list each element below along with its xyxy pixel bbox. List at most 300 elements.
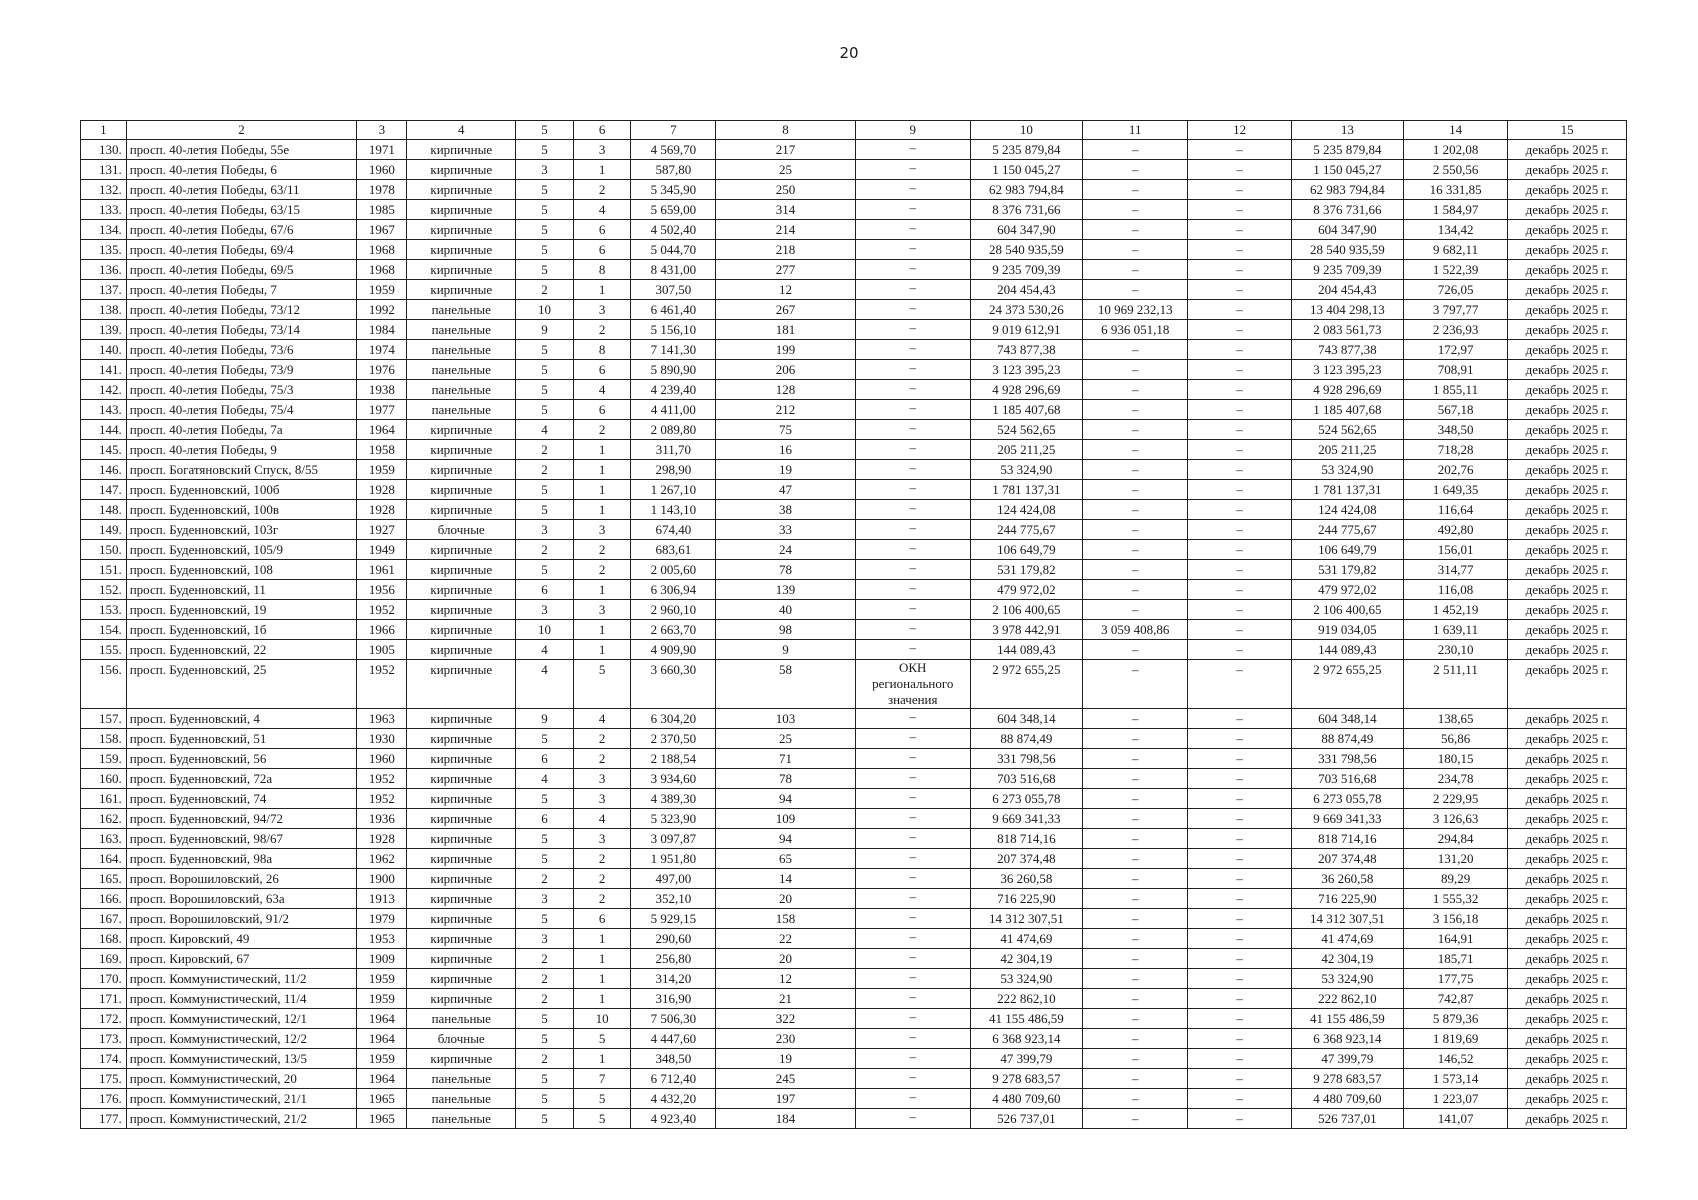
table-cell: 4: [573, 380, 631, 400]
table-cell: 703 516,68: [1291, 769, 1403, 789]
table-cell: 62 983 794,84: [970, 180, 1082, 200]
table-cell: –: [1082, 500, 1188, 520]
table-row: [81, 300, 1627, 320]
table-cell: 41 474,69: [1291, 929, 1403, 949]
table-row: [81, 160, 1627, 180]
table-cell: 1: [573, 460, 631, 480]
table-cell: –: [855, 989, 970, 1009]
table-cell: декабрь 2025 г.: [1508, 160, 1627, 180]
table-cell: 4 928 296,69: [1291, 380, 1403, 400]
table-cell: –: [1188, 849, 1291, 869]
table-cell: –: [855, 1009, 970, 1029]
table-cell: –: [1082, 1089, 1188, 1109]
table-cell: 1964: [357, 420, 407, 440]
table-cell: просп. Буденновский, 1б: [126, 620, 357, 640]
table-cell: 156,01: [1403, 540, 1507, 560]
table-cell: просп. Буденновский, 103г: [126, 520, 357, 540]
table-cell: 1967: [357, 220, 407, 240]
table-cell: –: [1188, 949, 1291, 969]
table-cell: декабрь 2025 г.: [1508, 140, 1627, 160]
table-cell: 42 304,19: [1291, 949, 1403, 969]
table-cell: кирпичные: [407, 160, 516, 180]
table-cell: 5: [516, 1089, 574, 1109]
table-cell: –: [1082, 560, 1188, 580]
table-cell: 716 225,90: [1291, 889, 1403, 909]
table-cell: 56,86: [1403, 729, 1507, 749]
table-cell: 5: [516, 340, 574, 360]
table-cell: 1960: [357, 749, 407, 769]
table-cell: декабрь 2025 г.: [1508, 540, 1627, 560]
table-cell: 2: [573, 729, 631, 749]
table-cell: 152.: [81, 580, 127, 600]
table-cell: –: [1082, 400, 1188, 420]
table-cell: 5: [516, 380, 574, 400]
table-cell: 136.: [81, 260, 127, 280]
table-cell: декабрь 2025 г.: [1508, 300, 1627, 320]
table-cell: ОКН регионального значения: [855, 660, 970, 709]
table-cell: 2 089,80: [631, 420, 716, 440]
table-cell: 5: [516, 360, 574, 380]
table-cell: 164,91: [1403, 929, 1507, 949]
table-cell: просп. Буденновский, 100б: [126, 480, 357, 500]
table-cell: 204 454,43: [970, 280, 1082, 300]
table-cell: 1: [573, 929, 631, 949]
table-cell: 153.: [81, 600, 127, 620]
table-cell: 170.: [81, 969, 127, 989]
table-cell: 177,75: [1403, 969, 1507, 989]
table-cell: 3: [516, 889, 574, 909]
table-cell: 4: [516, 769, 574, 789]
table-row: [81, 729, 1627, 749]
table-cell: 6: [573, 360, 631, 380]
table-row: [81, 140, 1627, 160]
table-cell: 1958: [357, 440, 407, 460]
table-cell: 10: [516, 300, 574, 320]
table-row: [81, 909, 1627, 929]
table-cell: 14 312 307,51: [1291, 909, 1403, 929]
table-cell: 6 273 055,78: [1291, 789, 1403, 809]
table-cell: 331 798,56: [970, 749, 1082, 769]
table-cell: 1965: [357, 1109, 407, 1129]
table-cell: 176.: [81, 1089, 127, 1109]
table-cell: блочные: [407, 520, 516, 540]
table-cell: 1966: [357, 620, 407, 640]
table-cell: 9 278 683,57: [1291, 1069, 1403, 1089]
table-cell: –: [1188, 1029, 1291, 1049]
table-cell: 71: [716, 749, 855, 769]
table-cell: 2: [516, 989, 574, 1009]
table-cell: –: [855, 809, 970, 829]
table-cell: 2 083 561,73: [1291, 320, 1403, 340]
table-cell: 1952: [357, 789, 407, 809]
table-cell: –: [1082, 640, 1188, 660]
table-cell: 174.: [81, 1049, 127, 1069]
table-cell: 144.: [81, 420, 127, 440]
table-cell: –: [855, 580, 970, 600]
table-cell: 2 370,50: [631, 729, 716, 749]
table-cell: 3: [573, 600, 631, 620]
table-row: [81, 709, 1627, 729]
table-row: [81, 1069, 1627, 1089]
table-cell: просп. Буденновский, 98/67: [126, 829, 357, 849]
table-cell: –: [1188, 809, 1291, 829]
table-cell: 1: [573, 160, 631, 180]
table-cell: кирпичные: [407, 869, 516, 889]
table-cell: декабрь 2025 г.: [1508, 320, 1627, 340]
table-cell: –: [855, 869, 970, 889]
table-cell: 139: [716, 580, 855, 600]
table-cell: 1: [573, 280, 631, 300]
table-row: [81, 989, 1627, 1009]
table-cell: 718,28: [1403, 440, 1507, 460]
table-cell: декабрь 2025 г.: [1508, 440, 1627, 460]
table-cell: 294,84: [1403, 829, 1507, 849]
table-cell: 169.: [81, 949, 127, 969]
table-cell: 165.: [81, 869, 127, 889]
table-cell: 6: [516, 749, 574, 769]
table-cell: –: [1188, 540, 1291, 560]
table-cell: 1968: [357, 260, 407, 280]
table-cell: –: [855, 949, 970, 969]
table-cell: кирпичные: [407, 889, 516, 909]
table-cell: 204 454,43: [1291, 280, 1403, 300]
table-cell: декабрь 2025 г.: [1508, 849, 1627, 869]
table-cell: кирпичные: [407, 200, 516, 220]
table-cell: 298,90: [631, 460, 716, 480]
table-cell: 6: [573, 240, 631, 260]
table-cell: –: [855, 1089, 970, 1109]
table-cell: –: [1188, 1089, 1291, 1109]
table-cell: просп. Богатяновский Спуск, 8/55: [126, 460, 357, 480]
table-cell: 3 059 408,86: [1082, 620, 1188, 640]
table-cell: 3 126,63: [1403, 809, 1507, 829]
table-cell: панельные: [407, 1109, 516, 1129]
table-row: [81, 580, 1627, 600]
table-cell: кирпичные: [407, 440, 516, 460]
table-cell: 1927: [357, 520, 407, 540]
table-cell: 5: [573, 1109, 631, 1129]
table-cell: 4: [573, 809, 631, 829]
table-cell: 21: [716, 989, 855, 1009]
table-cell: 2 550,56: [1403, 160, 1507, 180]
table-cell: –: [1082, 200, 1188, 220]
table-cell: просп. Кировский, 67: [126, 949, 357, 969]
table-cell: декабрь 2025 г.: [1508, 829, 1627, 849]
table-cell: просп. 40-летия Победы, 73/9: [126, 360, 357, 380]
table-cell: 181: [716, 320, 855, 340]
table-cell: 9 682,11: [1403, 240, 1507, 260]
table-cell: –: [855, 620, 970, 640]
table-cell: 9 669 341,33: [1291, 809, 1403, 829]
table-cell: –: [1188, 600, 1291, 620]
table-cell: 267: [716, 300, 855, 320]
table-cell: 5 879,36: [1403, 1009, 1507, 1029]
table-cell: 13 404 298,13: [1291, 300, 1403, 320]
table-cell: 2 005,60: [631, 560, 716, 580]
table-cell: 2 236,93: [1403, 320, 1507, 340]
table-cell: 109: [716, 809, 855, 829]
table-cell: –: [1082, 140, 1188, 160]
table-cell: 53 324,90: [1291, 460, 1403, 480]
table-cell: 277: [716, 260, 855, 280]
table-cell: 9 019 612,91: [970, 320, 1082, 340]
table-cell: 2: [573, 180, 631, 200]
table-cell: 2: [516, 440, 574, 460]
table-cell: 14: [716, 869, 855, 889]
table-cell: декабрь 2025 г.: [1508, 1109, 1627, 1129]
table-cell: 4 411,00: [631, 400, 716, 420]
table-cell: 149.: [81, 520, 127, 540]
table-cell: кирпичные: [407, 540, 516, 560]
table-cell: 5: [516, 849, 574, 869]
table-cell: –: [1188, 989, 1291, 1009]
table-cell: 1 819,69: [1403, 1029, 1507, 1049]
table-row: [81, 640, 1627, 660]
table-cell: 604 347,90: [970, 220, 1082, 240]
table-cell: –: [1188, 300, 1291, 320]
table-cell: 1 267,10: [631, 480, 716, 500]
table-cell: декабрь 2025 г.: [1508, 769, 1627, 789]
table-cell: –: [855, 909, 970, 929]
table-cell: 703 516,68: [970, 769, 1082, 789]
table-row: [81, 1029, 1627, 1049]
table-row: [81, 600, 1627, 620]
table-cell: просп. 40-летия Победы, 67/6: [126, 220, 357, 240]
table-cell: кирпичные: [407, 769, 516, 789]
table-cell: просп. Буденновский, 11: [126, 580, 357, 600]
table-cell: 20: [716, 949, 855, 969]
table-cell: просп. Коммунистический, 12/2: [126, 1029, 357, 1049]
table-cell: 1979: [357, 909, 407, 929]
table-cell: 256,80: [631, 949, 716, 969]
table-row: [81, 829, 1627, 849]
table-row: [81, 460, 1627, 480]
column-number-cell: 14: [1403, 121, 1507, 140]
table-cell: 172,97: [1403, 340, 1507, 360]
table-cell: 89,29: [1403, 869, 1507, 889]
table-cell: 205 211,25: [970, 440, 1082, 460]
table-cell: 348,50: [1403, 420, 1507, 440]
table-cell: декабрь 2025 г.: [1508, 200, 1627, 220]
table-cell: 139.: [81, 320, 127, 340]
table-cell: кирпичные: [407, 140, 516, 160]
table-cell: –: [1082, 1049, 1188, 1069]
table-cell: 2: [516, 1049, 574, 1069]
table-cell: –: [1188, 709, 1291, 729]
table-cell: –: [1082, 829, 1188, 849]
table-cell: 138.: [81, 300, 127, 320]
table-cell: –: [1082, 1009, 1188, 1029]
table-row: [81, 889, 1627, 909]
table-cell: 331 798,56: [1291, 749, 1403, 769]
table-cell: декабрь 2025 г.: [1508, 909, 1627, 929]
table-cell: –: [1082, 480, 1188, 500]
table-cell: 3 660,30: [631, 660, 716, 709]
table-cell: –: [1188, 280, 1291, 300]
table-cell: –: [855, 769, 970, 789]
table-cell: 1 781 137,31: [970, 480, 1082, 500]
table-cell: 4 389,30: [631, 789, 716, 809]
table-cell: –: [1082, 749, 1188, 769]
table-cell: 250: [716, 180, 855, 200]
table-cell: декабрь 2025 г.: [1508, 280, 1627, 300]
table-cell: 184: [716, 1109, 855, 1129]
table-cell: –: [1188, 729, 1291, 749]
table-cell: –: [855, 709, 970, 729]
table-cell: 171.: [81, 989, 127, 1009]
table-cell: 62 983 794,84: [1291, 180, 1403, 200]
table-cell: 5: [516, 1029, 574, 1049]
table-cell: 6 368 923,14: [1291, 1029, 1403, 1049]
table-cell: просп. Буденновский, 105/9: [126, 540, 357, 560]
table-cell: –: [1082, 220, 1188, 240]
table-cell: 3: [573, 300, 631, 320]
table-cell: декабрь 2025 г.: [1508, 1069, 1627, 1089]
table-cell: –: [855, 789, 970, 809]
table-cell: кирпичные: [407, 789, 516, 809]
table-cell: –: [1082, 540, 1188, 560]
table-cell: –: [1188, 560, 1291, 580]
table-cell: 5: [516, 789, 574, 809]
table-cell: 222 862,10: [1291, 989, 1403, 1009]
table-cell: 1905: [357, 640, 407, 660]
table-cell: –: [855, 440, 970, 460]
table-cell: 22: [716, 929, 855, 949]
table-cell: просп. Буденновский, 22: [126, 640, 357, 660]
table-cell: просп. 40-летия Победы, 73/14: [126, 320, 357, 340]
table-cell: 1964: [357, 1069, 407, 1089]
table-cell: 138,65: [1403, 709, 1507, 729]
table-cell: –: [1188, 909, 1291, 929]
table-cell: –: [1082, 929, 1188, 949]
table-cell: 4 239,40: [631, 380, 716, 400]
table-cell: 140.: [81, 340, 127, 360]
table-cell: 134.: [81, 220, 127, 240]
table-cell: 307,50: [631, 280, 716, 300]
table-cell: просп. Коммунистический, 21/2: [126, 1109, 357, 1129]
table-cell: 742,87: [1403, 989, 1507, 1009]
table-cell: –: [1188, 440, 1291, 460]
table-cell: 5: [516, 729, 574, 749]
table-cell: панельные: [407, 320, 516, 340]
table-cell: 1 522,39: [1403, 260, 1507, 280]
table-cell: 124 424,08: [970, 500, 1082, 520]
table-row: [81, 380, 1627, 400]
table-cell: 4 480 709,60: [970, 1089, 1082, 1109]
table-cell: 1: [573, 949, 631, 969]
table-cell: 98: [716, 620, 855, 640]
table-cell: 6 304,20: [631, 709, 716, 729]
table-cell: 2: [573, 560, 631, 580]
table-cell: декабрь 2025 г.: [1508, 380, 1627, 400]
table-row: [81, 420, 1627, 440]
table-cell: 146.: [81, 460, 127, 480]
table-cell: кирпичные: [407, 560, 516, 580]
table-cell: 7 506,30: [631, 1009, 716, 1029]
table-cell: 8: [573, 340, 631, 360]
table-cell: 106 649,79: [1291, 540, 1403, 560]
table-cell: 7: [573, 1069, 631, 1089]
table-cell: кирпичные: [407, 849, 516, 869]
table-cell: –: [1082, 600, 1188, 620]
table-cell: 4 923,40: [631, 1109, 716, 1129]
table-cell: просп. Буденновский, 98а: [126, 849, 357, 869]
table-cell: 290,60: [631, 929, 716, 949]
table-cell: 180,15: [1403, 749, 1507, 769]
table-cell: 1: [573, 440, 631, 460]
table-cell: просп. 40-летия Победы, 73/6: [126, 340, 357, 360]
table-cell: 167.: [81, 909, 127, 929]
table-cell: просп. 40-летия Победы, 7а: [126, 420, 357, 440]
table-cell: –: [1188, 1109, 1291, 1129]
table-cell: 5: [516, 560, 574, 580]
table-cell: просп. 40-летия Победы, 7: [126, 280, 357, 300]
table-cell: 1974: [357, 340, 407, 360]
table-cell: 202,76: [1403, 460, 1507, 480]
table-cell: 5: [516, 200, 574, 220]
table-cell: панельные: [407, 1089, 516, 1109]
table-cell: –: [855, 540, 970, 560]
table-cell: –: [1188, 889, 1291, 909]
table-cell: 2: [573, 420, 631, 440]
table-cell: 2: [516, 460, 574, 480]
column-number-row: [81, 121, 1627, 140]
table-cell: –: [855, 180, 970, 200]
table-cell: просп. Буденновский, 94/72: [126, 809, 357, 829]
table-cell: панельные: [407, 400, 516, 420]
table-cell: 3 934,60: [631, 769, 716, 789]
table-cell: 3: [573, 829, 631, 849]
table-cell: –: [1082, 709, 1188, 729]
table-cell: –: [855, 360, 970, 380]
table-cell: 1968: [357, 240, 407, 260]
table-cell: 6 273 055,78: [970, 789, 1082, 809]
table-cell: 1928: [357, 480, 407, 500]
table-cell: –: [855, 500, 970, 520]
column-number-cell: 4: [407, 121, 516, 140]
table-cell: декабрь 2025 г.: [1508, 869, 1627, 889]
table-cell: 6 306,94: [631, 580, 716, 600]
table-row: [81, 440, 1627, 460]
table-cell: –: [1188, 460, 1291, 480]
table-cell: 604 347,90: [1291, 220, 1403, 240]
table-cell: кирпичные: [407, 809, 516, 829]
table-cell: 5: [516, 500, 574, 520]
table-cell: 2 972 655,25: [1291, 660, 1403, 709]
table-cell: –: [1188, 260, 1291, 280]
table-cell: 1984: [357, 320, 407, 340]
table-cell: кирпичные: [407, 969, 516, 989]
table-cell: –: [855, 400, 970, 420]
table-row: [81, 360, 1627, 380]
column-number-cell: 13: [1291, 121, 1403, 140]
table-row: [81, 500, 1627, 520]
table-cell: –: [1082, 380, 1188, 400]
table-cell: 12: [716, 280, 855, 300]
table-cell: кирпичные: [407, 949, 516, 969]
table-cell: –: [855, 460, 970, 480]
table-cell: 177.: [81, 1109, 127, 1129]
table-cell: –: [1188, 829, 1291, 849]
table-cell: 172.: [81, 1009, 127, 1029]
table-cell: 4 569,70: [631, 140, 716, 160]
table-cell: 524 562,65: [970, 420, 1082, 440]
table-cell: 9 235 709,39: [970, 260, 1082, 280]
table-cell: 9 235 709,39: [1291, 260, 1403, 280]
table-cell: 137.: [81, 280, 127, 300]
table-cell: –: [1188, 789, 1291, 809]
table-cell: 2 972 655,25: [970, 660, 1082, 709]
